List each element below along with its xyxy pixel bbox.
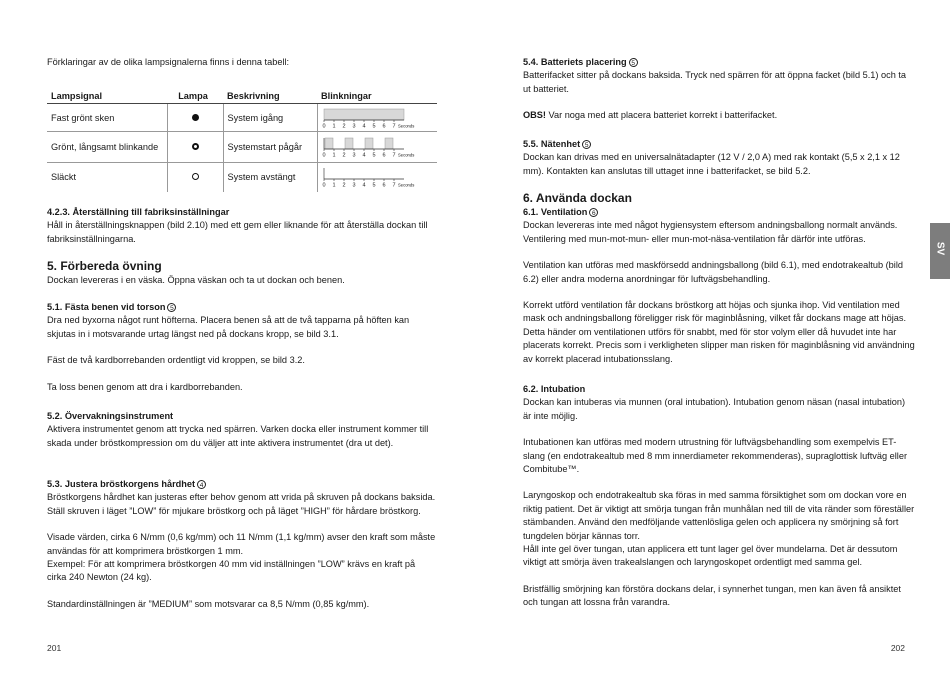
left-page [47, 0, 437, 673]
tick-label: 3 [351, 123, 356, 128]
figure-ref-badge: 6 [589, 208, 598, 217]
blink-pattern-chart [322, 135, 422, 157]
page-number: 202 [890, 643, 905, 653]
signal-cell: Släckt [51, 172, 77, 183]
section-5-3 [47, 478, 437, 611]
page-number: 201 [47, 643, 62, 653]
tick-label: 4 [361, 182, 366, 188]
blink-pattern-chart [322, 106, 422, 128]
table-row [47, 104, 437, 132]
paragraph: Standardinställningen är ”MEDIUM” som motsvarar ca 8,5 N/mm (0,85 kg/mm). [47, 598, 370, 609]
lamp-signal-table [47, 84, 437, 192]
section-5 [47, 259, 437, 287]
blink-pattern-chart [322, 165, 422, 187]
tick-label: 6 [381, 152, 386, 157]
tick-label: 1 [331, 152, 336, 157]
axis-unit-label: Seconds [397, 123, 414, 128]
signal-cell: Fast grönt sken [47, 104, 167, 132]
tick-label: 4 [361, 152, 366, 157]
paragraph: Bristfällig smörjning kan förstöra dockans delar, i synnerhet tungan, men kan även få ansiktet och tungan att lossna från varandra. [523, 583, 901, 608]
section-5-2 [47, 410, 437, 450]
paragraph: Dockan levereras inte med något hygiensystem eftersom andningsballong normalt används. Ventilering med mun-mot-mun- eller mun-mot-näsa-ventilation får därför inte utföras. [523, 220, 898, 244]
blink-on-bar [365, 138, 373, 149]
section-title: 5.3. Justera bröstkorgens hårdhet [47, 479, 196, 489]
steady-on-bar [324, 109, 404, 120]
section-5-4 [523, 56, 915, 123]
solid-dot-icon [192, 114, 199, 121]
paragraph: Dockan levereras i en väska. Öppna väskan och ta ut dockan och benen. [47, 275, 345, 285]
blink-on-bar [385, 138, 393, 149]
signal-cell: Grönt, långsamt blinkande [47, 132, 167, 163]
obs-label: OBS! [523, 110, 546, 121]
section-5-5 [523, 138, 915, 178]
tick-label: 7 [391, 152, 396, 157]
tick-label: 0 [321, 123, 326, 128]
tick-label: 3 [351, 152, 356, 157]
blink-on-bar [345, 138, 353, 149]
tick-label: 0 [321, 182, 326, 188]
tick-label: 7 [391, 123, 396, 128]
description-cell: System avstängt [223, 163, 317, 192]
col-header-signal: Lampsignal [47, 84, 167, 104]
section-title: 5.2. Övervakningsinstrument [47, 411, 174, 421]
section-title: 5.5. Nätenhet [523, 139, 581, 149]
section-title: 5.4. Batteriets placering [523, 57, 627, 67]
section-5-1 [47, 301, 437, 394]
paragraph: Intubationen kan utföras med modern utrustning för luftvägsbehandling som exempelvis ET-slang (en endotrakealtub med 8 mm innerdiameter rekommenderas), supraglottisk luftväg eller Combitube™. [523, 437, 908, 475]
section-title: 6.1. Ventilation [523, 207, 588, 217]
tick-label: 0 [321, 152, 326, 157]
hollow-dot-icon [192, 173, 199, 180]
col-header-lamp: Lampa [167, 84, 223, 104]
table-header-row [47, 84, 437, 104]
section-title: 5.1. Fästa benen vid torson [47, 302, 166, 312]
section-6-2 [523, 383, 915, 610]
paragraph: Aktivera instrumentet genom att trycka ned spärren. Varken docka eller instrument kommer till skada under bröstkompression om du väljer att inte aktivera instrumentet (dra ut det). [47, 424, 429, 448]
section-6 [523, 191, 915, 366]
paragraph: Exempel: För att komprimera bröstkorgen 40 mm vid inställningen ”LOW” krävs en kraft på cirka 240 Newton (24 kg). [47, 559, 416, 583]
tick-label: 2 [341, 152, 346, 157]
table-row [47, 163, 437, 192]
tick-label: 3 [351, 182, 356, 188]
paragraph: Fäst de två kardborrebanden ordentligt vid kroppen, se bild 3.2. [47, 355, 305, 366]
col-header-blinks: Blinkningar [317, 84, 437, 104]
right-page [523, 0, 915, 673]
blink-on-bar [325, 138, 333, 149]
paragraph: Korrekt utförd ventilation får dockans bröstkorg att höjas och sjunka ihop. Vid ventilation med mask och andningsballong föreligger risk för maginblåsning, vilket får dockans mage att höjas. Detta händer om ventilationen utförs för snabbt, med för stor volym eller då huvudet inte har placerats korrekt. Precis som i verkligheten slipper man risken för maginblåsning vid användning av korrekt placerad intubationsslang. [523, 300, 915, 364]
obs-text: Var noga med att placera batteriet korrekt i batterifacket. [545, 110, 778, 121]
tick-label: 2 [341, 123, 346, 128]
paragraph: Dra ned byxorna något runt höfterna. Placera benen så att de två tapparna på höften kan skjutas in i motsvarande urtag längst ned på dockans kropp, se bild 3.1. [47, 315, 410, 339]
paragraph: Ta loss benen genom att dra i kardborrebanden. [47, 381, 243, 392]
figure-ref-badge: 4 [197, 480, 206, 489]
tick-label: 7 [391, 182, 396, 188]
tick-label: 2 [341, 182, 346, 188]
axis-unit-label: Seconds [397, 182, 414, 188]
tick-label: 1 [331, 123, 336, 128]
paragraph: Dockan kan intuberas via munnen (oral intubation). Intubation genom näsan (nasal intubation) är inte möjlig. [523, 397, 906, 421]
section-title: 6.2. Intubation [523, 384, 586, 394]
section-title: 4.2.3. Återställning till fabriksinställningar [47, 207, 230, 217]
paragraph: Bröstkorgens hårdhet kan justeras efter behov genom att vrida på skruven på dockans baksida. Ställ skruven i läget ”LOW” för mjukare bröstkorg och på läget ”HIGH” för hårdare bröstkorg. [47, 492, 436, 516]
paragraph: Batterifacket sitter på dockans baksida. Tryck ned spärren för att öppna facket (bild 5.1) och ta ut batteriet. [523, 70, 907, 94]
figure-ref-badge: 5 [167, 303, 176, 312]
tick-label: 5 [371, 182, 376, 188]
tick-label: 6 [381, 123, 386, 128]
figure-ref-badge: 5 [582, 140, 591, 149]
description-cell: System igång [223, 104, 317, 132]
tick-label: 5 [371, 123, 376, 128]
tick-label: 5 [371, 152, 376, 157]
paragraph: Dockan kan drivas med en universalnätadapter (12 V / 2,0 A) med rak kontakt (5,5 x 2,1 x 12 mm). Kontakten kan anslutas till uttaget inne i batterifacket, se bild 5.2. [523, 152, 900, 176]
section-heading: 6. Använda dockan [523, 191, 632, 205]
ring-dot-icon [192, 143, 199, 150]
table-row [47, 132, 437, 163]
section-4-2-3 [47, 206, 437, 246]
paragraph: Visade värden, cirka 6 N/mm (0,6 kg/mm) och 11 N/mm (1,1 kg/mm) avser den kraft som måste användas för att komprimera bröstkorgen 1 mm. [47, 532, 436, 556]
paragraph: Håll inte gel över tungan, utan applicera ett tunt lager gel över mundelarna. Det är dessutom viktigt att smörja även trakealslangen och laryngoskopet ordentligt med samma gel. [523, 544, 898, 568]
table-intro: Förklaringar av de olika lampsignalerna finns i denna tabell: [47, 57, 290, 67]
tick-label: 1 [331, 182, 336, 188]
paragraph: Ventilation kan utföras med maskförsedd andningsballong (bild 6.1), med endotrakealtub (bild 6.2) eller andra moderna anordningar för luftvägsbehandling. [523, 260, 903, 284]
language-tab: SV [930, 223, 950, 279]
section-heading: 5. Förbereda övning [47, 259, 162, 273]
description-cell: Systemstart pågår [223, 132, 317, 163]
axis-unit-label: Seconds [397, 152, 414, 157]
paragraph: Håll in återställningsknappen (bild 2.10) med ett gem eller liknande för att återställa dockan till fabriksinställningarna. [47, 220, 428, 244]
paragraph: Laryngoskop och endotrakealtub ska föras in med samma försiktighet som om dockan vore en riktig patient. Det är viktigt att smörja tungan från munhålan ned till de vita ränder som föreställer stämbanden. Använd den medföljande vattenlösliga gelen och applicera ny smörjning så fort tungdelen börjar kännas torr. [523, 490, 915, 541]
figure-ref-badge: 5 [629, 58, 638, 67]
tick-label: 6 [381, 182, 386, 188]
col-header-description: Beskrivning [223, 84, 317, 104]
tick-label: 4 [361, 123, 366, 128]
